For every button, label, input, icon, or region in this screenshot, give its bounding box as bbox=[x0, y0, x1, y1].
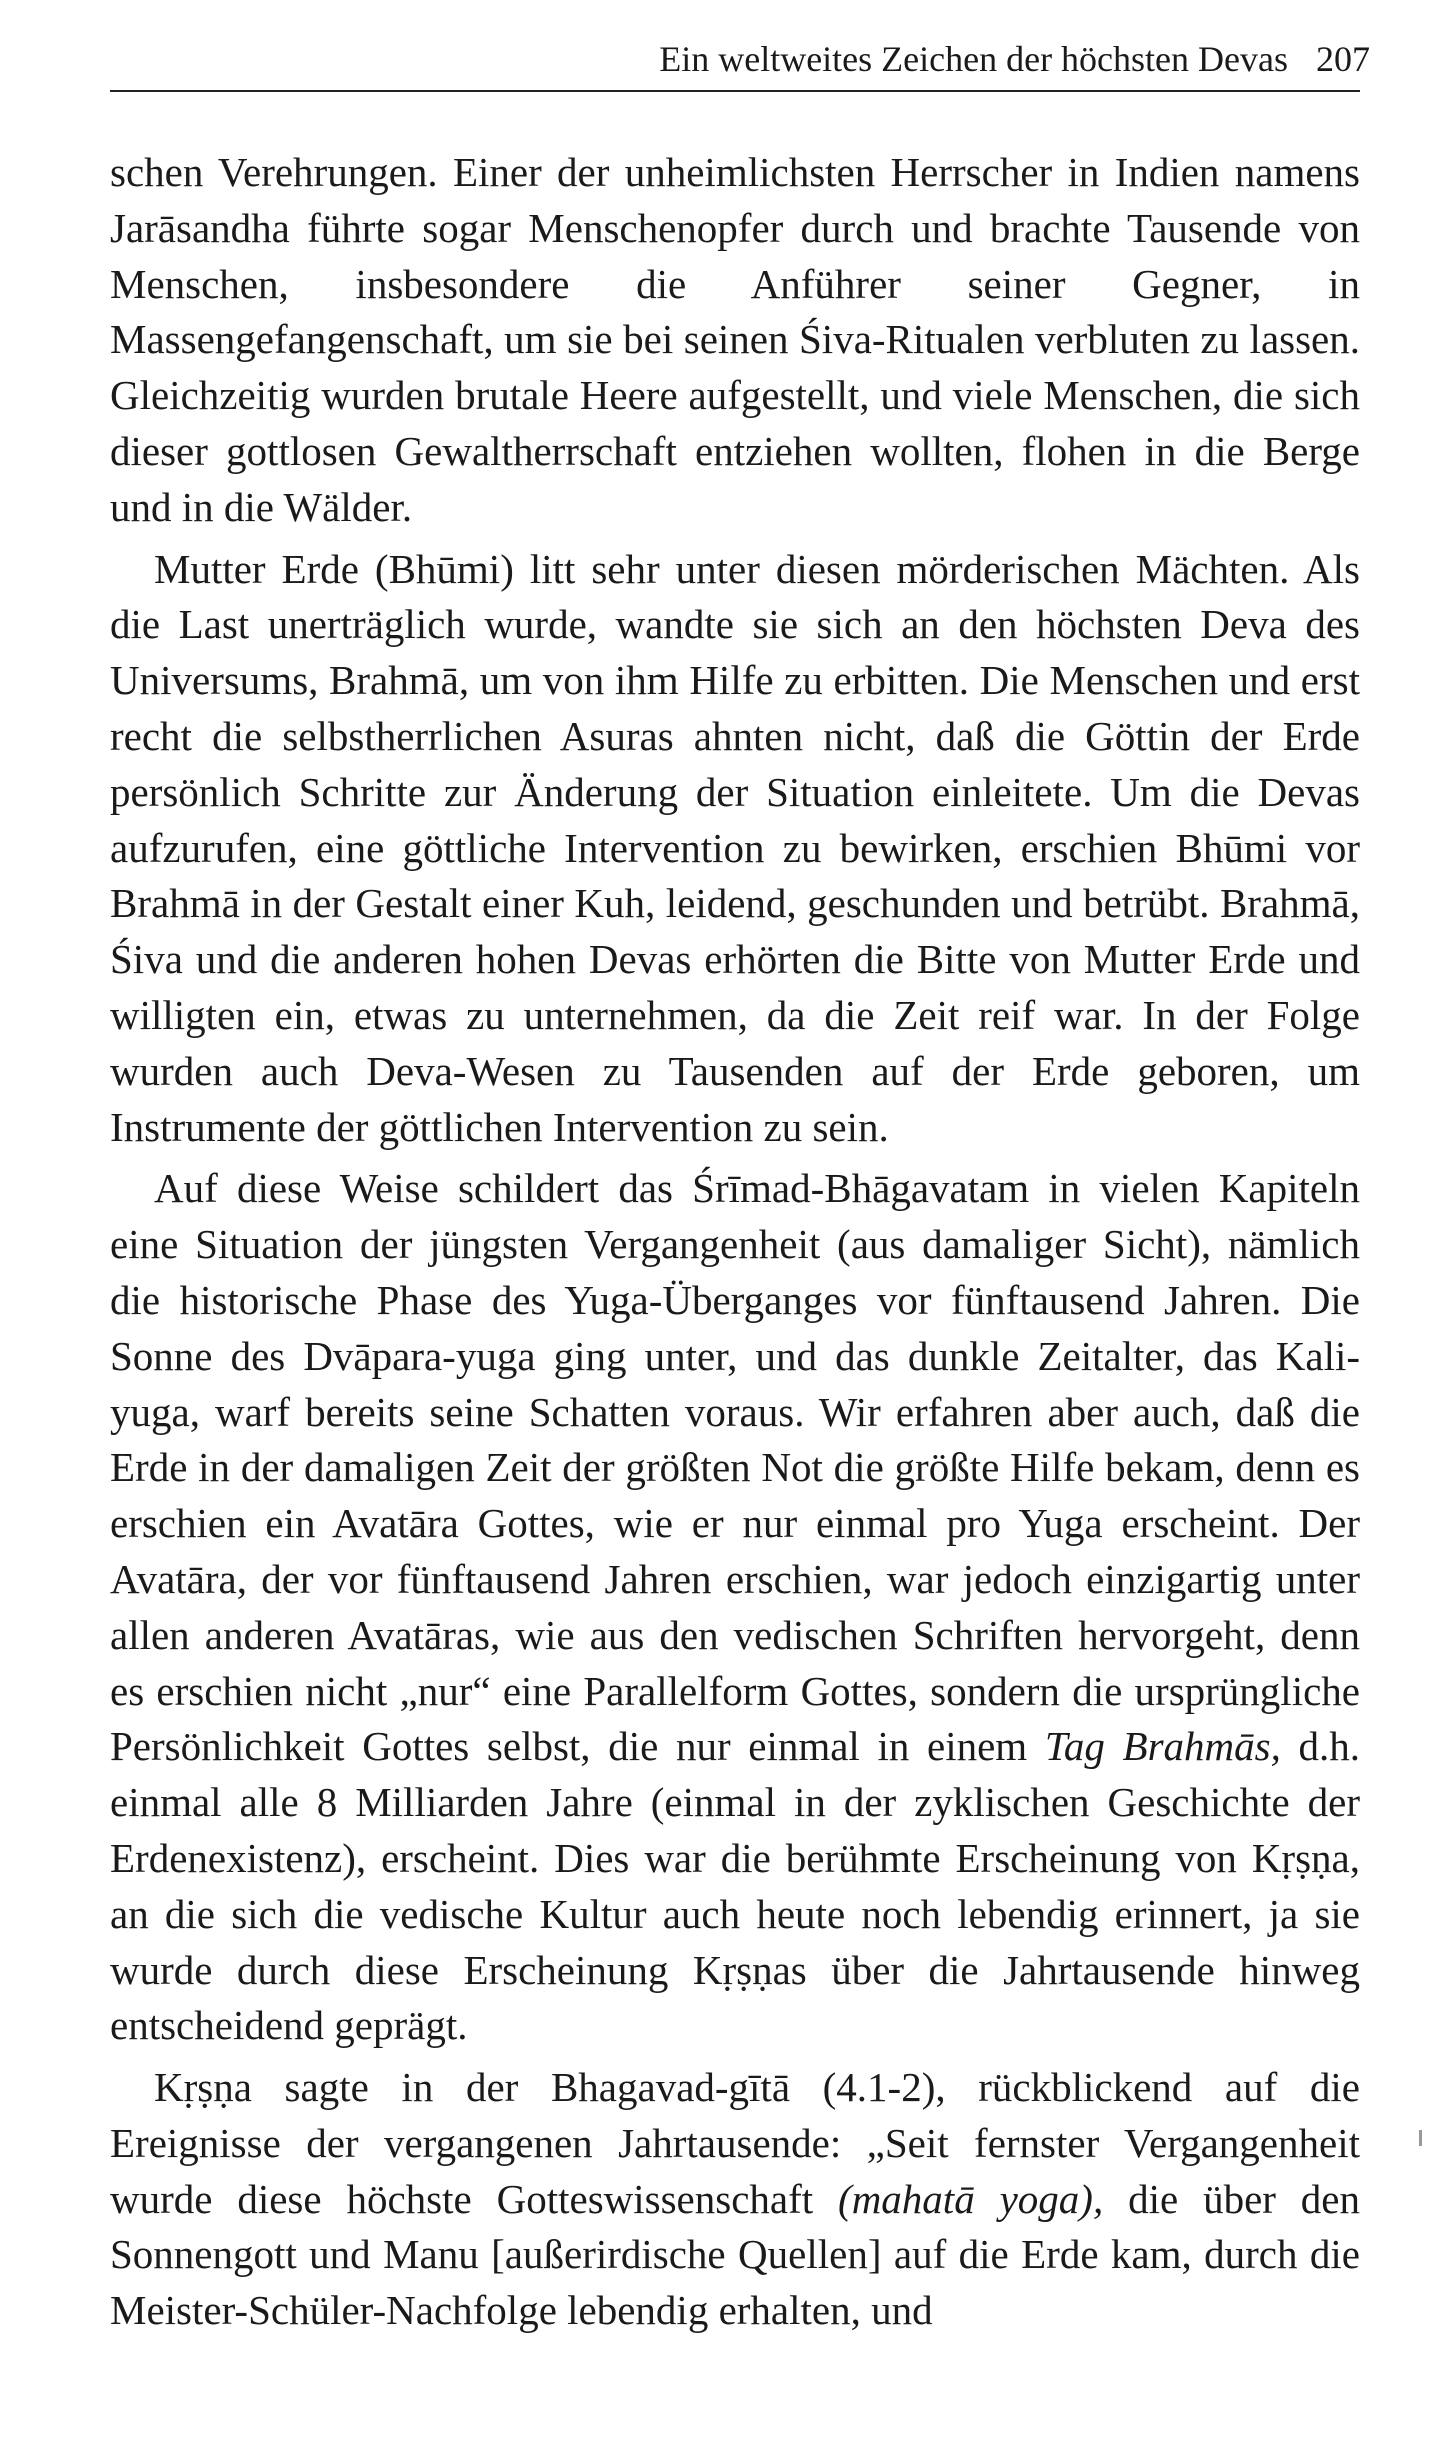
paragraph bbox=[110, 1161, 1360, 2054]
paragraph-text: Mutter Erde (Bhūmi) litt sehr unter diesen mörderischen Mächten. Als die Last unerträglich wurde, wandte sie sich an den höchsten Deva des Universums, Brahmā, um von ihm Hilfe zu erbitten. Die Menschen und erst recht die selbstherrlichen Asuras ahnten nicht, daß die Göttin der Erde persönlich Schritte zur Änderung der Situation einleitete. Um die Devas aufzurufen, eine göttliche Intervention zu bewirken, erschien Bhūmi vor Brahmā in der Gestalt einer Kuh, leidend, geschunden und betrübt. Brahmā, Śiva und die anderen hohen Devas erhörten die Bitte von Mutter Erde und willigten ein, etwas zu unternehmen, da die Zeit reif war. In der Folge wurden auch Deva-Wesen zu Tausenden auf der Erde geboren, um Instrumente der göttlichen Intervention zu sein. bbox=[110, 545, 1360, 1150]
paragraph-text: schen Verehrungen. Einer der unheimlichsten Herrscher in Indien namens Jarāsandha führte sogar Menschenopfer durch und brachte Tausende von Menschen, insbesondere die Anführer seiner Gegner, in Massengefangenschaft, um sie bei seinen Śiva-Ritualen verbluten zu lassen. Gleichzeitig wurden brutale Heere aufgestellt, und viele Menschen, die sich dieser gottlosen Gewaltherrschaft entziehen wollten, flohen in die Berge und in die Wälder. bbox=[110, 149, 1360, 530]
italic-term: (mahatā yoga), bbox=[838, 2175, 1104, 2222]
paragraph bbox=[110, 542, 1360, 1156]
paragraph bbox=[110, 2060, 1360, 2339]
paragraph-text: Kṛṣṇa sagte in der Bhagavad-gītā (4.1-2), rückblickend auf die Ereignisse der vergangenen Jahrtausende: „Seit fernster Vergangenheit wurde diese höchste Gotteswissenschaft bbox=[110, 2064, 1360, 2222]
paragraph bbox=[110, 145, 1360, 536]
paragraph-text: Auf diese Weise schildert das Śrīmad-Bhāgavatam in vielen Kapiteln eine Situation der jüngsten Vergangenheit (aus damaliger Sicht), nämlich die historische Phase des Yuga-Überganges vor fünftausend Jahren. Die Sonne des Dvāpara-yuga ging unter, und das dunkle Zeitalter, das Kali-yuga, warf bereits seine Schatten voraus. Wir erfahren aber auch, daß die Erde in der damaligen Zeit der größten Not die größte Hilfe bekam, denn es erschien ein Avatāra Gottes, wie er nur einmal pro Yuga erscheint. Der Avatāra, der vor fünftausend Jahren erschien, war jedoch einzigartig unter allen anderen Avatāras, wie aus den vedischen Schriften hervorgeht, denn es erschien nicht „nur“ eine Parallelform Gottes, sondern die ursprüngliche Persönlichkeit Gottes selbst, die nur einmal in einem bbox=[110, 1165, 1360, 1770]
scan-edge-mark bbox=[1419, 2130, 1422, 2146]
running-header bbox=[110, 28, 1370, 92]
paragraph-text: die über den Sonnengott und Manu [außerirdische Quellen] auf die Erde kam, durch die Meister-Schüler-Nachfolge lebendig erhalten, und bbox=[110, 2175, 1361, 2334]
page-number: 207 bbox=[1316, 39, 1370, 79]
italic-term: Tag Brahmās, bbox=[1044, 1723, 1281, 1770]
running-title: Ein weltweites Zeichen der höchsten Devas bbox=[659, 39, 1288, 79]
body-text bbox=[110, 145, 1360, 2345]
paragraph-text: d.h. einmal alle 8 Milliarden Jahre (einmal in der zyklischen Geschichte der Erdenexistenz), erscheint. Dies war die berühmte Erscheinung von Kṛṣṇa, an die sich die vedische Kultur auch heute noch lebendig erinnert, ja sie wurde durch diese Erscheinung Kṛṣṇas über die Jahrtausende hinweg entscheidend geprägt. bbox=[110, 1723, 1361, 2049]
